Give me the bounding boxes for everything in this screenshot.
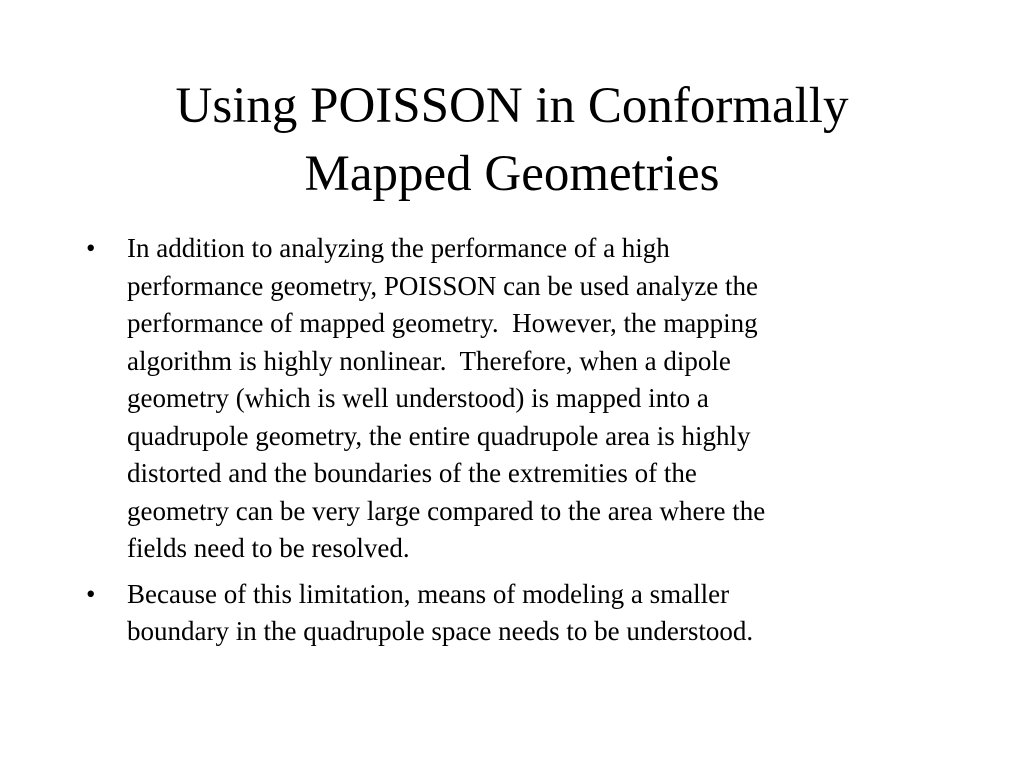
title-line-1: Using POISSON in Conformally — [175, 78, 849, 134]
bullet-icon: • — [86, 578, 96, 609]
bullet-item-2 — [84, 576, 944, 651]
bullet-1-line-5: geometry (which is well understood) is mapped into a — [127, 383, 709, 413]
bullet-1-line-7: distorted and the boundaries of the extremities of the — [127, 458, 697, 488]
slide-title — [100, 72, 924, 208]
bullet-1-line-6: quadrupole geometry, the entire quadrupole area is highly — [127, 420, 751, 451]
bullet-item-1 — [84, 230, 944, 568]
bullet-1-line-4: algorithm is highly nonlinear. Therefore, when a dipole — [127, 345, 731, 376]
bullet-1-line-9: fields need to be resolved. — [127, 533, 410, 563]
bullet-2-line-2: boundary in the quadrupole space needs to be understood. — [127, 616, 754, 646]
bullet-1-line-1: In addition to analyzing the performance of a high — [127, 233, 670, 263]
bullet-1-line-3: performance of mapped geometry. However, the mapping — [127, 308, 758, 338]
bullet-1-line-8: geometry can be very large compared to the area where the — [127, 495, 766, 526]
bullet-icon: • — [86, 233, 96, 263]
bullet-list — [84, 230, 944, 659]
bullet-2-line-1: Because of this limitation, means of modeling a smaller — [127, 578, 730, 609]
title-line-2: Mapped Geometries — [304, 146, 720, 202]
bullet-1-line-2: performance geometry, POISSON can be used analyze the — [127, 270, 759, 301]
